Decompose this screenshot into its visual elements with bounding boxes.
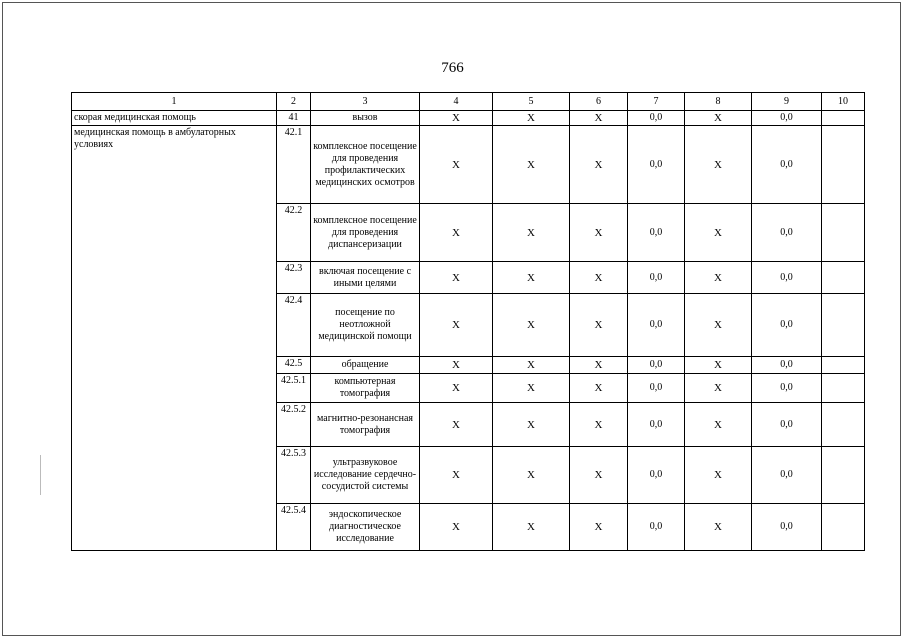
- name-cell: комплексное посещение для проведения диспансеризации: [311, 204, 420, 262]
- value-cell-4: X: [420, 447, 493, 504]
- value-cell-8: X: [685, 403, 752, 447]
- value-cell-8: X: [685, 447, 752, 504]
- value-cell-7: 0,0: [628, 447, 685, 504]
- value-cell-5: X: [493, 403, 570, 447]
- value-cell-10: [822, 403, 865, 447]
- value-cell-6: X: [570, 374, 628, 403]
- value-cell-9: 0,0: [752, 403, 822, 447]
- name-cell: комплексное посещение для проведения профилактических медицинских осмотров: [311, 126, 420, 204]
- value-cell-9: 0,0: [752, 262, 822, 294]
- name-cell: магнитно-резонансная томография: [311, 403, 420, 447]
- value-cell-8: X: [685, 262, 752, 294]
- value-cell-10: [822, 262, 865, 294]
- value-cell-6: X: [570, 504, 628, 551]
- name-cell: посещение по неотложной медицинской помощи: [311, 294, 420, 357]
- value-cell-9: 0,0: [752, 111, 822, 126]
- value-cell-7: 0,0: [628, 357, 685, 374]
- value-cell-8: X: [685, 294, 752, 357]
- value-cell-8: X: [685, 374, 752, 403]
- header-cell-10: 10: [822, 93, 865, 111]
- value-cell-10: [822, 204, 865, 262]
- value-cell-6: X: [570, 111, 628, 126]
- value-cell-4: X: [420, 403, 493, 447]
- header-cell-8: 8: [685, 93, 752, 111]
- table-row: [72, 111, 865, 126]
- name-cell: обращение: [311, 357, 420, 374]
- value-cell-6: X: [570, 204, 628, 262]
- section-title-cell: скорая медицинская помощь: [72, 111, 277, 126]
- table-body: [72, 93, 865, 551]
- value-cell-5: X: [493, 374, 570, 403]
- table-row: [72, 126, 865, 204]
- value-cell-10: [822, 357, 865, 374]
- code-cell: 42.1: [277, 126, 311, 204]
- value-cell-4: X: [420, 204, 493, 262]
- value-cell-5: X: [493, 294, 570, 357]
- value-cell-6: X: [570, 294, 628, 357]
- header-cell-1: 1: [72, 93, 277, 111]
- value-cell-5: X: [493, 111, 570, 126]
- value-cell-7: 0,0: [628, 111, 685, 126]
- value-cell-9: 0,0: [752, 504, 822, 551]
- value-cell-9: 0,0: [752, 447, 822, 504]
- value-cell-4: X: [420, 126, 493, 204]
- value-cell-8: X: [685, 111, 752, 126]
- value-cell-4: X: [420, 357, 493, 374]
- value-cell-7: 0,0: [628, 294, 685, 357]
- code-cell: 42.5.1: [277, 374, 311, 403]
- value-cell-4: X: [420, 262, 493, 294]
- name-cell: компьютерная томография: [311, 374, 420, 403]
- value-cell-5: X: [493, 357, 570, 374]
- code-cell: 42.5.3: [277, 447, 311, 504]
- value-cell-7: 0,0: [628, 262, 685, 294]
- value-cell-4: X: [420, 374, 493, 403]
- value-cell-7: 0,0: [628, 204, 685, 262]
- value-cell-6: X: [570, 126, 628, 204]
- code-cell: 42.5.4: [277, 504, 311, 551]
- code-cell: 42.5: [277, 357, 311, 374]
- value-cell-9: 0,0: [752, 357, 822, 374]
- value-cell-5: X: [493, 262, 570, 294]
- section-title-cell: медицинская помощь в амбулаторных условиях: [72, 126, 277, 551]
- name-cell: включая посещение с иными целями: [311, 262, 420, 294]
- value-cell-9: 0,0: [752, 294, 822, 357]
- value-cell-5: X: [493, 204, 570, 262]
- value-cell-5: X: [493, 126, 570, 204]
- value-cell-6: X: [570, 357, 628, 374]
- value-cell-10: [822, 447, 865, 504]
- value-cell-8: X: [685, 204, 752, 262]
- code-cell: 42.4: [277, 294, 311, 357]
- header-cell-3: 3: [311, 93, 420, 111]
- header-cell-5: 5: [493, 93, 570, 111]
- value-cell-6: X: [570, 262, 628, 294]
- value-cell-6: X: [570, 447, 628, 504]
- value-cell-7: 0,0: [628, 126, 685, 204]
- name-cell: вызов: [311, 111, 420, 126]
- page-number: 766: [441, 60, 464, 76]
- value-cell-7: 0,0: [628, 403, 685, 447]
- value-cell-10: [822, 294, 865, 357]
- table-header-row: [72, 93, 865, 111]
- code-cell: 42.5.2: [277, 403, 311, 447]
- header-cell-6: 6: [570, 93, 628, 111]
- header-cell-4: 4: [420, 93, 493, 111]
- margin-mark: [40, 455, 41, 495]
- value-cell-10: [822, 126, 865, 204]
- value-cell-5: X: [493, 447, 570, 504]
- value-cell-6: X: [570, 403, 628, 447]
- value-cell-10: [822, 111, 865, 126]
- code-cell: 41: [277, 111, 311, 126]
- header-cell-2: 2: [277, 93, 311, 111]
- value-cell-4: X: [420, 111, 493, 126]
- value-cell-7: 0,0: [628, 374, 685, 403]
- data-table: [71, 92, 865, 551]
- value-cell-8: X: [685, 126, 752, 204]
- header-cell-9: 9: [752, 93, 822, 111]
- value-cell-8: X: [685, 504, 752, 551]
- value-cell-4: X: [420, 504, 493, 551]
- header-cell-7: 7: [628, 93, 685, 111]
- code-cell: 42.3: [277, 262, 311, 294]
- name-cell: ультразвуковое исследование сердечно-сосудистой системы: [311, 447, 420, 504]
- value-cell-10: [822, 504, 865, 551]
- value-cell-4: X: [420, 294, 493, 357]
- value-cell-9: 0,0: [752, 204, 822, 262]
- name-cell: эндоскопическое диагностическое исследование: [311, 504, 420, 551]
- value-cell-8: X: [685, 357, 752, 374]
- value-cell-9: 0,0: [752, 374, 822, 403]
- value-cell-5: X: [493, 504, 570, 551]
- value-cell-7: 0,0: [628, 504, 685, 551]
- value-cell-10: [822, 374, 865, 403]
- code-cell: 42.2: [277, 204, 311, 262]
- value-cell-9: 0,0: [752, 126, 822, 204]
